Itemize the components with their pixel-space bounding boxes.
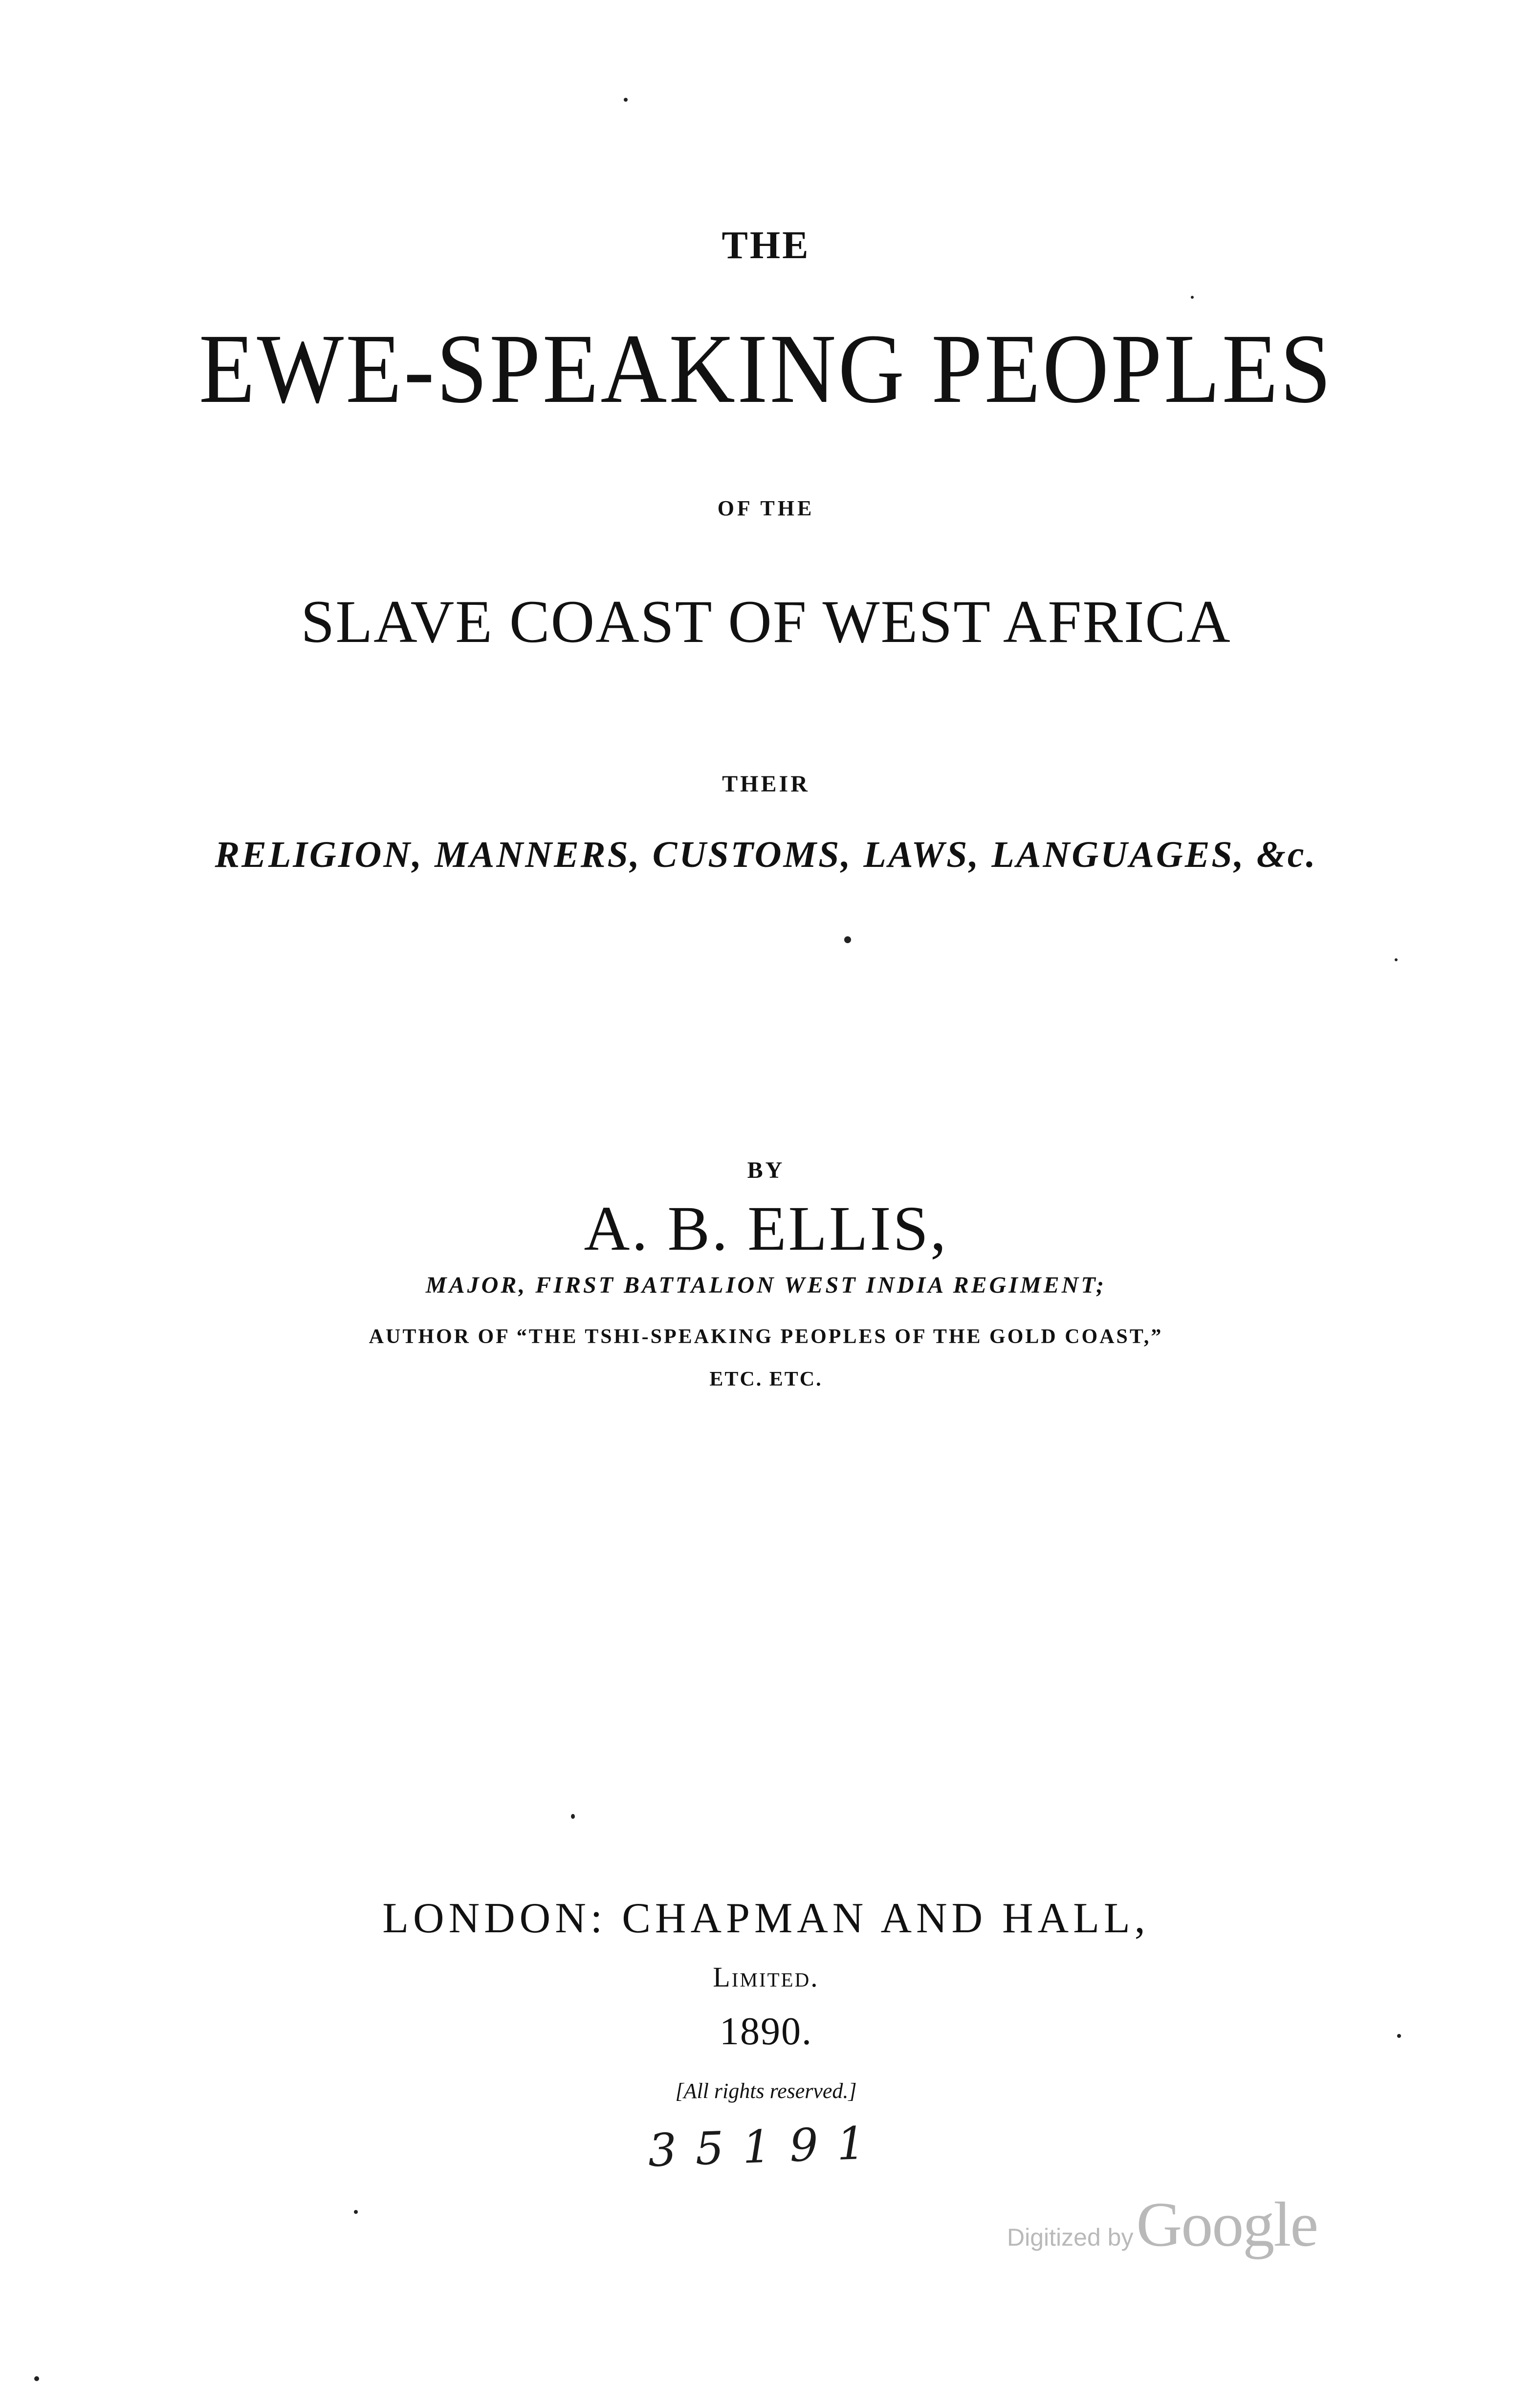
speck <box>34 2376 39 2381</box>
speck <box>354 2210 358 2214</box>
speck <box>571 1814 575 1819</box>
etc-line: ETC. ETC. <box>709 1368 823 1391</box>
speck <box>1395 958 1398 961</box>
their-label: THEIR <box>722 771 810 797</box>
publisher-line: LONDON: CHAPMAN AND HALL, <box>382 1895 1150 1942</box>
publication-year: 1890. <box>720 2010 812 2053</box>
by-label: BY <box>747 1157 785 1183</box>
digitized-by-google-watermark <box>1007 2188 1317 2261</box>
title-article: THE <box>722 224 810 267</box>
main-title: EWE-SPEAKING PEOPLES <box>198 313 1334 424</box>
rights-notice: [All rights reserved.] <box>675 2079 857 2103</box>
publisher-limited: Limited. <box>713 1961 819 1993</box>
speck <box>1191 296 1194 299</box>
speck <box>1397 2034 1401 2038</box>
subtitle: SLAVE COAST OF WEST AFRICA <box>301 588 1231 655</box>
topics-line: RELIGION, MANNERS, CUSTOMS, LAWS, LANGUAGES, &c. <box>215 834 1317 875</box>
handwritten-shelfmark: 35191 <box>647 2116 885 2177</box>
author-previous-work: AUTHOR OF “THE TSHI-SPEAKING PEOPLES OF THE GOLD COAST,” <box>369 1326 1163 1348</box>
title-connector: OF THE <box>717 496 815 520</box>
speck <box>624 98 628 102</box>
author-rank: MAJOR, FIRST BATTALION WEST INDIA REGIMENT; <box>425 1272 1107 1298</box>
google-logo-text: Google <box>1136 2189 1318 2260</box>
speck <box>844 936 851 943</box>
watermark-prefix: Digitized by <box>1007 2224 1134 2251</box>
author-name: A. B. ELLIS, <box>584 1193 948 1264</box>
